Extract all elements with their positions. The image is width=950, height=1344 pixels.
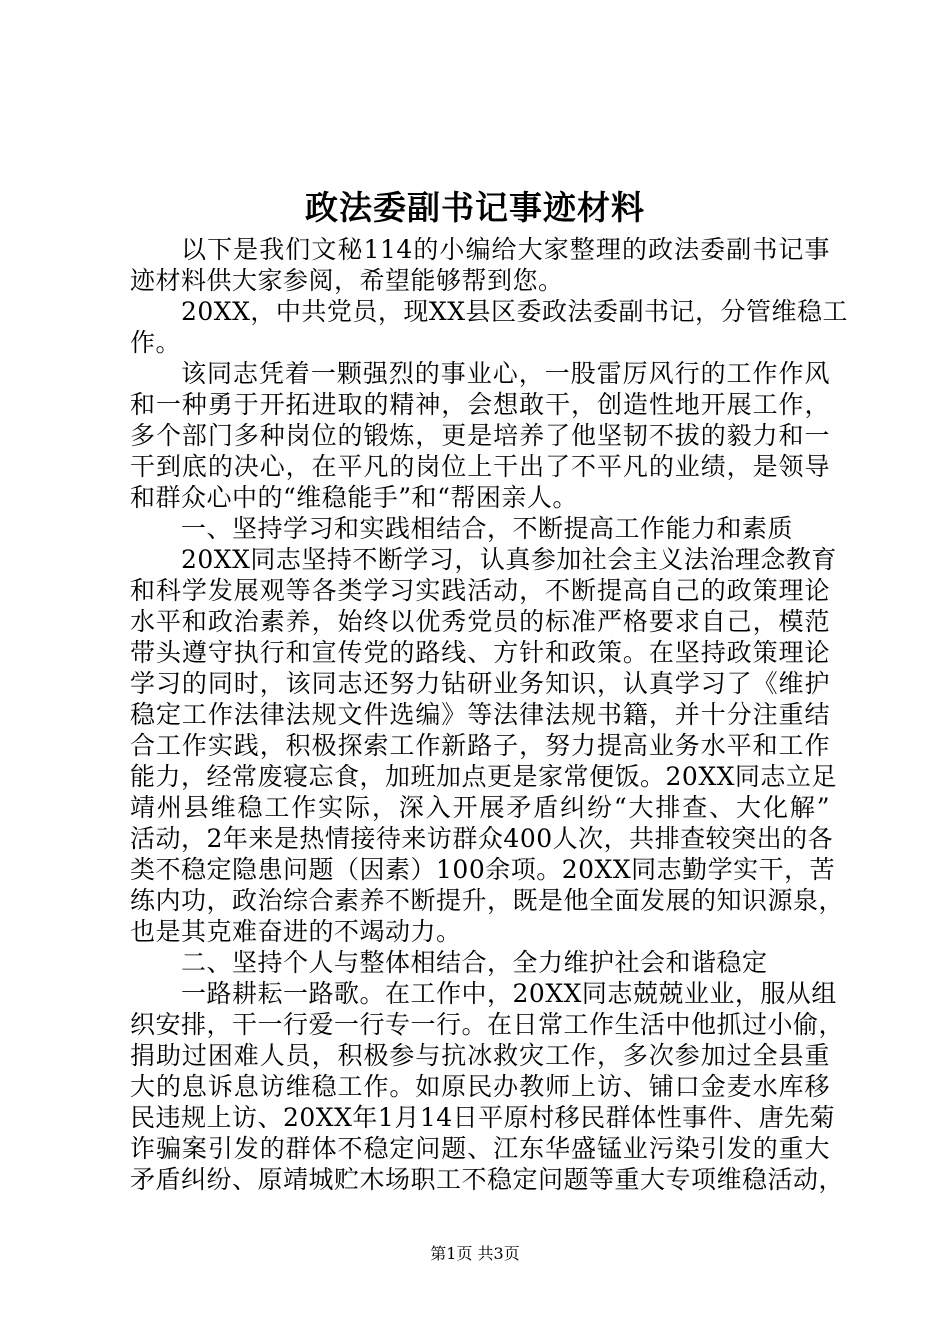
text-line: 多个部门多种岗位的锻炼，更是培养了他坚韧不拔的毅力和一 bbox=[130, 421, 830, 450]
text-line: 大的息诉息访维稳工作。如原民办教师上访、铺口金麦水库移 bbox=[130, 1072, 830, 1101]
text-line: 迹材料供大家参阅，希望能够帮到您。 bbox=[130, 266, 564, 295]
text-line: 织安排，干一行爱一行专一行。在日常工作生活中他抓过小偷， bbox=[130, 1010, 845, 1039]
text-line: 活动，2年来是热情接待来访群众400人次，共排查较突出的各 bbox=[130, 824, 834, 853]
text-line: 作。 bbox=[130, 328, 182, 357]
text-line: 能力，经常废寝忘食，加班加点更是家常便饭。20XX同志立足 bbox=[130, 762, 837, 791]
text-line: 稳定工作法律法规文件选编》等法律法规书籍，并十分注重结 bbox=[130, 700, 830, 729]
text-line: 一路耕耘一路歌。在工作中，20XX同志兢兢业业，服从组 bbox=[181, 979, 837, 1008]
text-line: 带头遵守执行和宣传党的路线、方针和政策。在坚持政策理论 bbox=[130, 638, 830, 667]
text-line: 和一种勇于开拓进取的精神，会想敢干，创造性地开展工作， bbox=[130, 390, 830, 419]
text-line: 20XX，中共党员，现XX县区委政法委副书记，分管维稳工 bbox=[181, 297, 849, 326]
page-footer: 第1页 共3页 bbox=[430, 1244, 520, 1263]
text-line: 练内功，政治综合素养不断提升，既是他全面发展的知识源泉， bbox=[130, 886, 845, 915]
text-line: 水平和政治素养，始终以优秀党员的标准严格要求自己，模范 bbox=[130, 607, 830, 636]
text-line: 和群众心中的“维稳能手”和“帮困亲人。 bbox=[130, 483, 578, 512]
text-line: 民违规上访、20XX年1月14日平原村移民群体性事件、唐先菊 bbox=[130, 1103, 836, 1132]
text-line: 学习的同时，该同志还努力钻研业务知识，认真学习了《维护 bbox=[130, 669, 830, 698]
document-title: 政法委副书记事迹材料 bbox=[305, 188, 645, 227]
text-line: 以下是我们文秘114的小编给大家整理的政法委副书记事 bbox=[181, 235, 830, 264]
text-line: 靖州县维稳工作实际，深入开展矛盾纠纷“大排查、大化解” bbox=[130, 793, 830, 822]
text-line: 二、坚持个人与整体相结合，全力维护社会和谐稳定 bbox=[181, 948, 768, 977]
text-line: 该同志凭着一颗强烈的事业心，一股雷厉风行的工作作风 bbox=[181, 359, 830, 388]
text-line: 干到底的决心，在平凡的岗位上干出了不平凡的业绩，是领导 bbox=[130, 452, 830, 481]
text-line: 类不稳定隐患问题（因素）100余项。20XX同志勤学实干，苦 bbox=[130, 855, 836, 884]
text-line: 诈骗案引发的群体不稳定问题、江东华盛锰业污染引发的重大 bbox=[130, 1134, 830, 1163]
text-line: 和科学发展观等各类学习实践活动，不断提高自己的政策理论 bbox=[130, 576, 830, 605]
text-line: 20XX同志坚持不断学习，认真参加社会主义法治理念教育 bbox=[181, 545, 837, 574]
text-line: 合工作实践，积极探索工作新路子，努力提高业务水平和工作 bbox=[130, 731, 830, 760]
text-line: 一、坚持学习和实践相结合，不断提高工作能力和素质 bbox=[181, 514, 794, 543]
text-line: 也是其克难奋进的不竭动力。 bbox=[130, 917, 462, 946]
document-body bbox=[130, 234, 849, 1195]
text-line: 矛盾纠纷、原靖城贮木场职工不稳定问题等重大专项维稳活动， bbox=[130, 1165, 845, 1194]
text-line: 捐助过困难人员，积极参与抗冰救灾工作，多次参加过全县重 bbox=[130, 1041, 830, 1070]
